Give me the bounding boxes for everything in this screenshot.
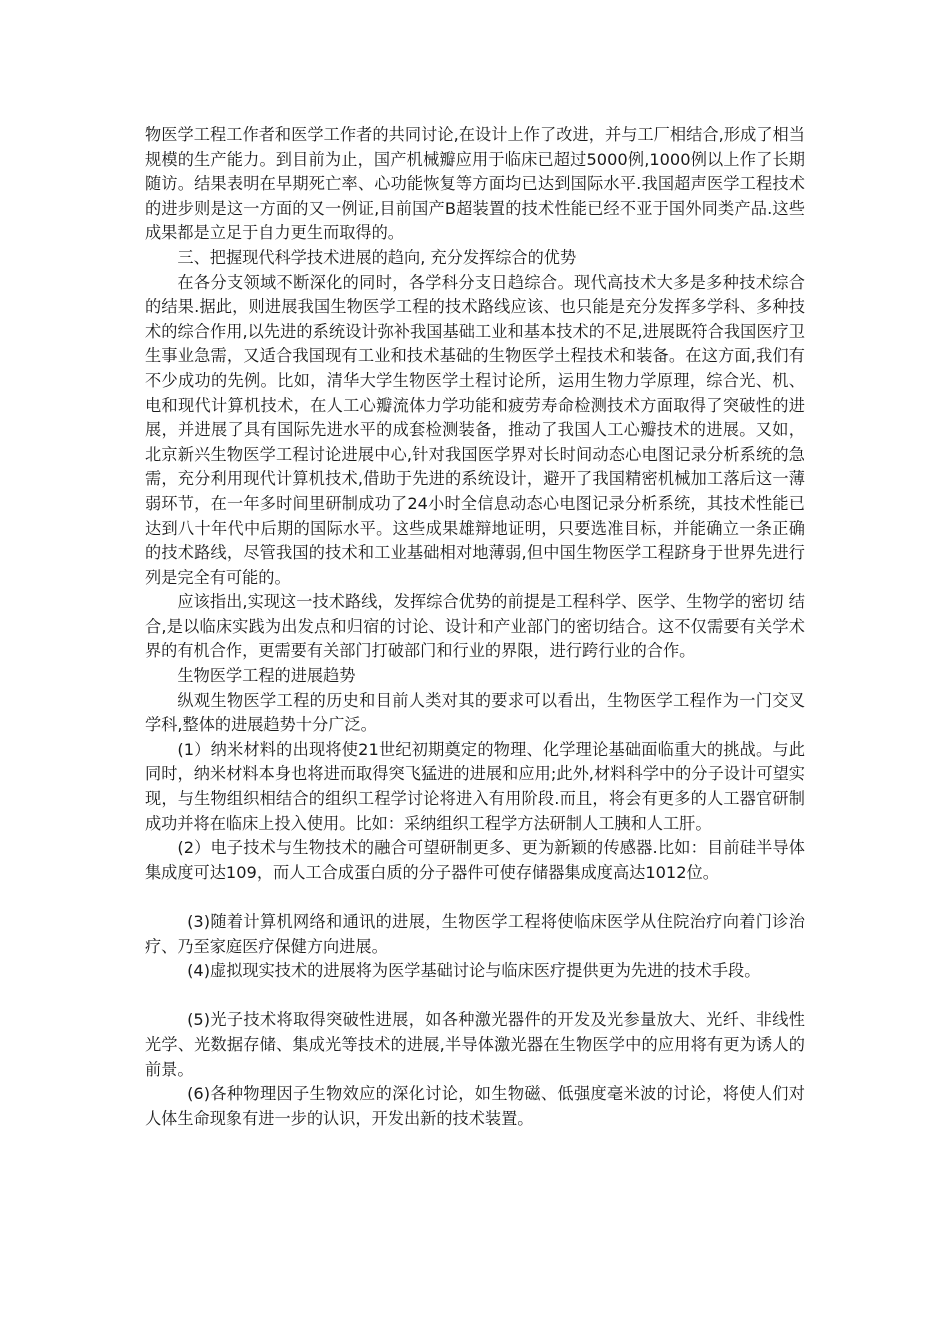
list-item-photonics: (5)光子技术将取得突破性进展，如各种激光器件的开发及光参量放大、光纤、非线性光学、光数据存储、集成光等技术的进展,半导体激光器在生物医学中的应用将有更为诱人的前景。 xyxy=(145,1010,805,1079)
list-item-nanomaterials: (1）纳米材料的出现将使21世纪初期奠定的物理、化学理论基础面临重大的挑战。与此同时，纳米材料本身也将进而取得突飞猛进的进展和应用;此外,材料科学中的分子设计可望实现，与生物组织相结合的组织工程学讨论将进入有用阶段.而且，将会有更多的人工器官研制成功并将在临床上投入使用。比如：采纳组织工程学方法研制人工胰和人工肝。 xyxy=(145,739,805,833)
paragraph-mechanical-valve: 物医学工程工作者和医学工作者的共同讨论,在设计上作了改进，并与工厂相结合,形成了相当规模的生产能力。到目前为止，国产机械瓣应用于临床已超过5000例,1000例以上作了长期随访。结果表明在早期死亡率、心功能恢复等方面均已达到国际水平.我国超声医学工程技术的进步则是这一方面的又一例证,目前国产B超装置的技术性能已经不亚于国外同类产品.这些成果都是立足于自力更生而取得的。 xyxy=(145,125,805,243)
list-item-sensors: (2）电子技术与生物技术的融合可望研制更多、更为新颖的传感器.比如：目前硅半导体集成度可达109，而人工合成蛋白质的分子器件可使存储器集成度高达1012位。 xyxy=(145,838,805,882)
list-item-physical-factors: (6)各种物理因子生物效应的深化讨论，如生物磁、低强度毫米波的讨论，将使人们对人体生命现象有进一步的认识，开发出新的技术装置。 xyxy=(145,1084,805,1128)
section-heading-comprehensive-advantage: 三、把握现代科学技术进展的趋向, 充分发挥综合的优势 xyxy=(177,247,577,267)
section-heading-development-trend: 生物医学工程的进展趋势 xyxy=(177,666,356,686)
paragraph-technical-route: 在各分支领域不断深化的同时，各学科分支日趋综合。现代高技术大多是多种技术综合的结果.据此，则进展我国生物医学工程的技术路线应该、也只能是充分发挥多学科、多种技术的综合作用,以先进的系统设计弥补我国基础工业和基本技术的不足,进展既符合我国医疗卫生事业急需，又适合我国现有工业和技术基础的生物医学土程技术和装备。在这方面,我们有不少成功的先例。比如，清华大学生物医学土程讨论所，运用生物力学原理，综合光、机、电和现代计算机技术，在人工心瓣流体力学功能和疲劳寿命检测技术方面取得了突破性的进展，并进展了具有国际先进水平的成套检测装备，推动了我国人工心瓣技术的进展。又如，北京新兴生物医学工程讨论进展中心,针对我国医学界对长时间动态心电图记录分析系统的急需，充分利用现代计算机技术,借助于先进的系统设计，避开了我国精密机械加工落后这一薄弱环节，在一年多时间里研制成功了24小时全信息动态心电图记录分析系统，其技术性能已达到八十年代中后期的国际水平。这些成果雄辩地证明，只要选准目标，并能确立一条正确的技术路线，尽管我国的技术和工业基础相对地薄弱,但中国生物医学工程跻身于世界先进行列是完全有可能的。 xyxy=(145,272,805,587)
list-item-virtual-reality: (4)虚拟现实技术的进展将为医学基础讨论与临床医疗提供更为先进的技术手段。 xyxy=(187,961,761,981)
paragraph-trend-overview: 纵观生物医学工程的历史和目前人类对其的要求可以看出，生物医学工程作为一门交叉学科,整体的进展趋势十分广泛。 xyxy=(145,690,805,735)
document-page xyxy=(145,123,805,1131)
list-item-network: (3)随着计算机网络和通讯的进展，生物医学工程将使临床医学从住院治疗向着门诊治疗、乃至家庭医疗保健方向进展。 xyxy=(145,912,805,956)
paragraph-prerequisite: 应该指出,实现这一技术路线，发挥综合优势的前提是工程科学、医学、生物学的密切 结合,是以临床实践为出发点和归宿的讨论、设计和产业部门的密切结合。这不仅需要有关学术界的有机合作，更需要有关部门打破部门和行业的界限，进行跨行业的合作。 xyxy=(145,592,805,661)
